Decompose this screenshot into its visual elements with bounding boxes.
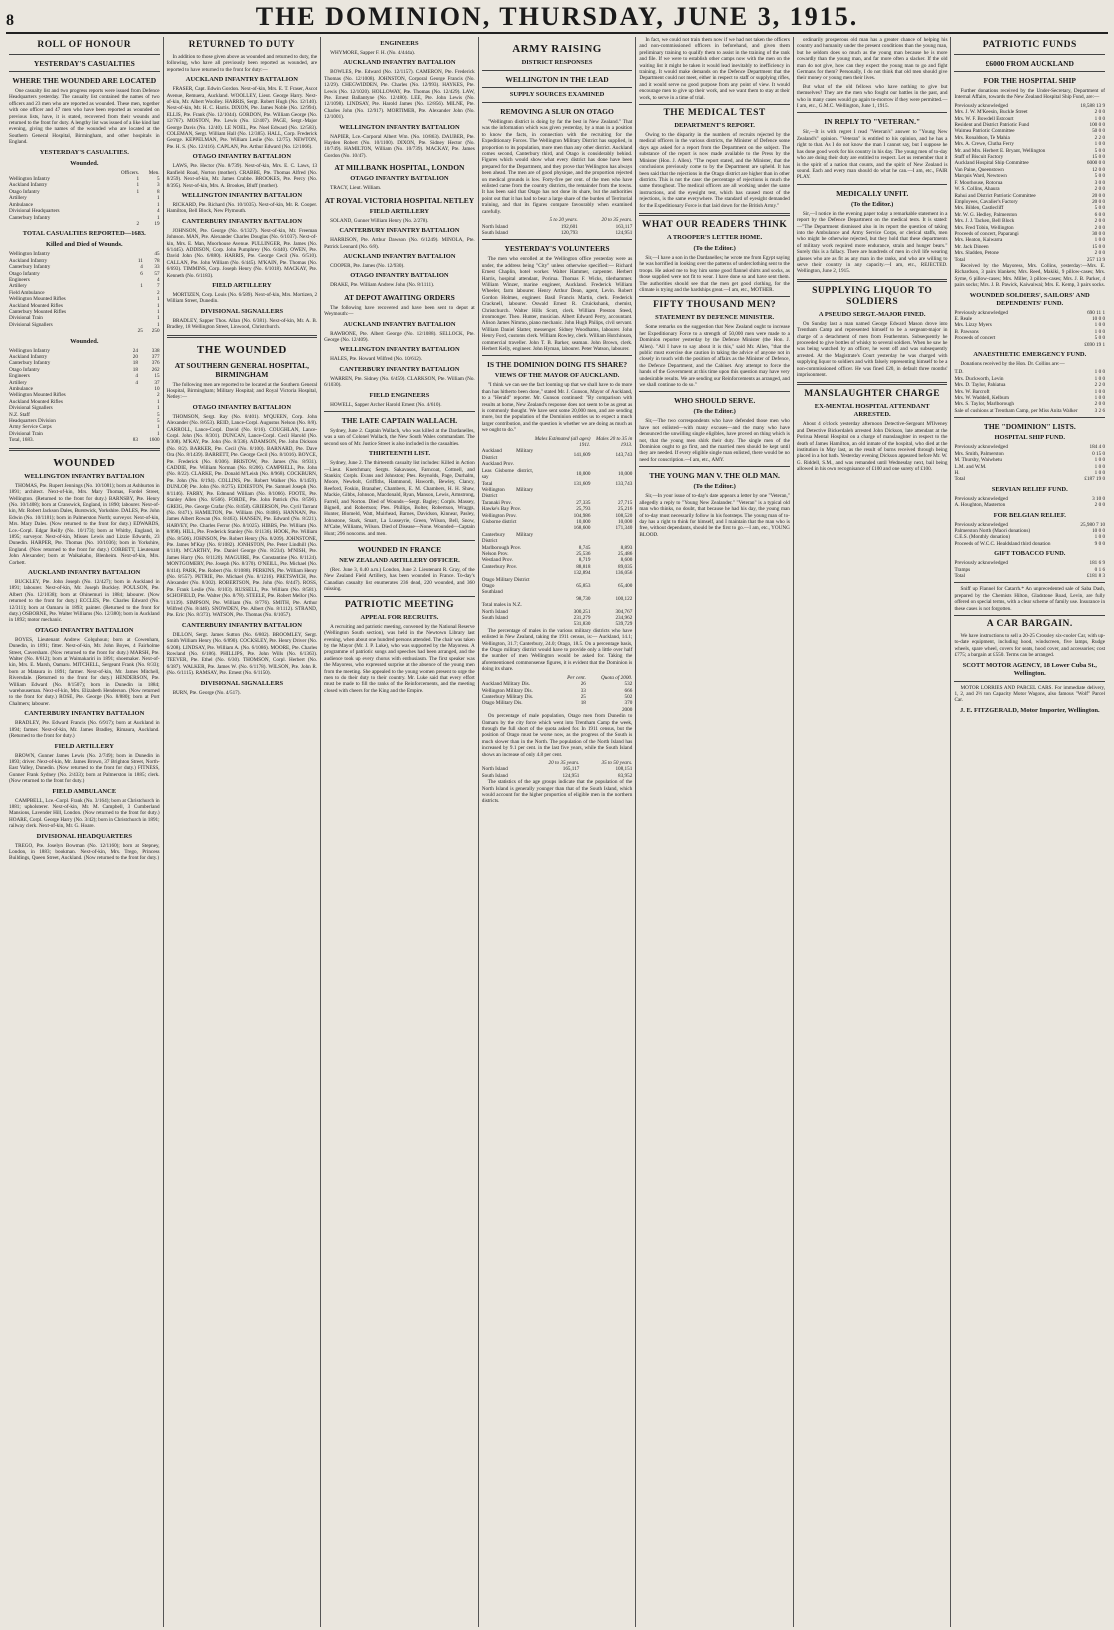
table-row: North Island 300,251 304,767 bbox=[481, 608, 633, 615]
column-3: ENGINEERS WHYMORE, Sapper F. H. (No. 4/444a). AUCKLAND INFANTRY BATTALION BOWLES, Pte. Edward (No. 12/1157). CAMERON, Pte. Frederick Thomas (No. 12/1008). JOHNSTON, Corporal George Francis (No. 12/29). CHEGWIDDEN, Pte. Charles (No. 12/993). HAYKES, Pte. Lewis (No. 12/1020). HOLLOWAY, Pte. Thomas (No. 12/429). LAW, Pte. Ernest Ballantyne (No. 12/480). LEE, Pte. John Lewis (No. 12/1098). LINDSAY, Pte. Harold James (No. 12/856). MILNE, Pte. Charles John (No. 12/917). MORTIMER, Pte. Alexander John (No. 12/1001). WELLINGTON INFANTRY BATTALION NAPIER, Lce.-Corporal Albert Wm. (No. 10/863). DAUBER, Pte. Hayden Robert (No. 10/1100). DIXON, Pte. Sidney Hector (No. 10/749). HAMILTON, William (No. 10/739). MACKAY, Pte. James Gordon (No. 10/47). AT MILLBANK HOSPITAL, LONDON OTAGO INFANTRY BATTALION TRACY, Lieut. William. AT ROYAL VICTORIA HOSPITAL NETLEY FIELD ARTILLERY SOLAND, Gunner William Henry (No. 2/278). CANTERBURY INFANTRY BATTALION HARRISON, Pte. Arthur Dawson (No. 6/1249). MINOLA, Pte. Patrick Leonard (No. 6/8). AUCKLAND INFANTRY BATTALION COOPER, Pte. James (No. 12/930). OTAGO INFANTRY BATTALION DRAKE, Pte. William Andrew John (No. 8/1111). AT DEPOT AWAITING ORDERS The following have recovered and have been sent to depot at Weymouth:— AUCKLAND INFANTRY BATTALION RAWBONE, Pte. Albert George (No. 12/1088). SELLOCK, Pte. George (No. 12/409). WELLINGTON INFANTRY BATTALION HALES, Pte. Howard Wilfred (No. 10/612). CANTERBURY INFANTRY BATTALION WARREN, Pte. Sidney (No. 6/459). CLARKSON, Pte. William (No. 6/1030). FIELD ENGINEERS HOWELL, Sapper Archer Harold Ernest (No. 4/610). THE LATE CAPTAIN WALLACH. Sydney, June 2. Captain Wallach, who was killed at the Dardanelles, was a son of Colonel Wallach, the New South Wales commandant. The second son of Mr. Justice Street is also included in the casualties. THIRTEENTH LIST. Sydney, June 2. The thirteenth casualty list includes: Killed in Action—Lieut. Knetchman; Sergts. Sakavasos, Farncoat, Cottnell, and Stankin; Corpls. Evans and Johnston; Ptes. Reynolds, Page, Durhalm, Moore, Newbolt, Griffiths, Hammond, Haworth, Bewley, Clancy, Reeford, Foskin, Branaher, Chambers, E. M. Chambers, H. H. Shaw, Mackie, Gibbs, Johnson, Macdonald, Ryan, Manson, Lewis, Armstrong, Farrell, and Norton. Died of Wounds—Sergt. Bagley; Corpls. Massey, Bignell, and Robertson; Ptes. Phillips, Bolter, Robertson, Wraggs, Hunter, Blomeld, Watt, Muirhead, Barnes, Davidson, Kinnear, Pasley, Johnstone, Stark, Smart, La Lusseyrie, Green, Wilson, Bell, Snow, M'Cabe, Williams, Wilson. Died of Disease—None. Wounded—Captain Hunt; 296 noncoms. and men. WOUNDED IN FRANCE NEW ZEALAND ARTILLERY OFFICER. (Rec. June 3, 0.40 a.m.) London, June 2. Lieutenant R. Gray, of the New Zealand Field Artillery, has been wounded in France. To-day's Canadian casualty list enumerates 236 dead, 220 wounded, and 360 missing. PATRIOTIC MEETING APPEAL FOR RECRUITS. A recruiting and patriotic meeting, convened by the National Reserve (Wellington South section), was held in the Newtown Library last evening, when about one hundred persons attended. The chair was taken by the Mayor (Mr. J. P. Luke), who was supported by the Mayoress. A programme of patriotic songs and speeches had been arranged, and the audience took up every chorus with enthusiasm. The first speaker was the Mayoress, who expressed surprise at the absence of the young men from the meeting. She appealed to the young women present to urge the men to do their duty to their country. Mr. Luke said that every effort must be made to fill the ranks of the Reinforcements, and the meeting closed with cheers for the King and the Empire. bbox=[321, 37, 479, 1627]
table-row: Total males in N.Z. bbox=[481, 602, 522, 609]
donation-row: E. Reale 10 0 0 bbox=[954, 316, 1106, 322]
table-row: Taranaki Prov. 27,335 27,715 bbox=[481, 499, 633, 506]
hospital-ship-donations: Previously acknowledged 18,588 13 9 Mrs. J. W. M'Keesin, Buckle Street 2 0 0 Mrs. W. F. Bowdell Estcourt 1 0 0 Resident and District Patriotic Fund 100 0 0 Waimea Patriotic Committee 50 0 0 Mrs. Ronaldson, Te Mahia 2 2 0 Mrs. A. Crewe, Clutha Ferry 1 0 0 Mr. and Mrs. Herbert E. Bryant, Wellington 5 0 0 Staff of Biscuit Factory 15 0 0 Auckland Hospital Ship Committee 6000 0 0 Van Paine, Queenstown 12 0 0 Marquis Ward, Newtown 5 0 0 F. Moorhouse, Rotorua 3 0 0 W. S. Collins, Ahaura 2 0 0 Rahui and District Patriotic Committee 20 0 0 Employees, Cavalier's Factory 20 0 0 Mrs. Bilden, Castlecliff 5 0 0 Mr. W. G. Hedley, Palmerston 6 0 0 Mrs. J. J. Tacken, Bell Block 2 0 0 Mrs. Fred Tobin, Wellington 2 0 0 Proceeds of concert, Paparangi 30 0 0 Mrs. Heaton, Kaiwarra 1 0 0 Mr. Jack Dineen 15 0 0 Mrs. Sladden, Petone 2 0 0 Total 257 13 9 bbox=[954, 102, 1106, 263]
casualty-row: Wellington Infantry 1 5 bbox=[9, 176, 160, 183]
field-artillery-list: BROWN, Gunner James Lewis (No. 2/749); born in Dunedin in 1893; driver. Next-of-kin, Mr. James Brown, 37 Brighton Street, North-East Valley, Dunedin. (Now returned to the front for duty.) FITNESS, Gunner Frank Sydney (No. 2/433); born at Palmerston in 1885; clerk. (Now returned to the front for duty.) bbox=[9, 752, 160, 785]
field-ambulance-list: CAMPBELL, Lce.-Corpl. Frank (No. 3/164); born at Christchurch in 1881; upholsterer. Next-of-kin, Mr. M. Campbell, 3 Cumberland Mansions, Lavender Hill, London. (Now returned to the front for duty.) HOARE, Corpl. George Harry (No. 3/42); born in Christchurch in 1891; railway clerk. Next-of-kin, Mr. G. Hoare. bbox=[9, 797, 160, 830]
table-row: Leas Gisborne district, say 10,000 10,000 bbox=[481, 467, 633, 481]
yesterdays-casualties-subheading: YESTERDAY'S CASUALTIES. bbox=[39, 148, 129, 156]
donation-row: Mrs. A. Crewe, Clutha Ferry 1 0 0 bbox=[954, 141, 1106, 148]
casualty-row: Canterbury Infantry 4 33 bbox=[9, 264, 160, 271]
casualty-row: Canterbury Infantry 18 376 bbox=[9, 360, 160, 367]
total-row: Total, 1683. 83 1600 bbox=[9, 437, 160, 444]
donation-row: Previously acknowledged 184 4 0 bbox=[954, 444, 1106, 451]
casualty-row: Otago Infantry 6 57 bbox=[9, 270, 160, 277]
table-row: 531,830 539,729 bbox=[573, 621, 633, 628]
donation-row: Mrs. S. Taylor, Marlborough 2 0 0 bbox=[954, 401, 1106, 408]
casualty-row: Divisional Train 1 bbox=[9, 430, 160, 437]
table-row: Southland bbox=[481, 589, 503, 596]
auckland-infantry-list: BUCKLEY, Pte. John Joseph (No. 12/427); born in Auckland in 1891; labourer. Next-of-kin, Mr. Joseph Buckley. POULSON, Pte. Albert (No. 12/1038); born at Ohinemuri in 1884; labourer. (Now returned to the front for duty.) ECCLES, Pte. Charles Edward (No. 12/311); born at Oamaru in 1893; painter. (Returned to the front for duty.) OSBORNE, Pte. Walter Williams (No. 12/380); born in Auckland in 1892; motor mechanic. bbox=[9, 578, 160, 624]
donation-row: Mrs. W. F. Bowdell Estcourt 1 0 0 bbox=[954, 115, 1106, 122]
table-row: Otago 65,853 65,400 bbox=[481, 583, 633, 589]
table-row: Westland Prov. 8,719 8,600 bbox=[481, 557, 633, 564]
casualty-row: Auckland Infantry 1 3 bbox=[9, 182, 160, 189]
casualty-row: Artillery 1 7 bbox=[9, 283, 160, 290]
casualty-table-3 bbox=[9, 348, 160, 444]
masthead bbox=[6, 2, 1108, 34]
casualty-row: Divisional Signallers 1 bbox=[9, 321, 160, 328]
age-table-1 bbox=[482, 217, 633, 236]
donation-row: Previously acknowledged 25,980 7 10 bbox=[954, 521, 1106, 528]
donation-row: Staff of Biscuit Factory 15 0 0 bbox=[954, 154, 1106, 161]
donation-row: Mrs. D. Taylor, Pahiatua 2 2 0 bbox=[954, 382, 1106, 389]
column-1: ROLL OF HONOUR YESTERDAY'S CASUALTIES WHERE THE WOUNDED ARE LOCATED One casualty list and two progress reports were issued from Defence Headquarters yesterday. The casualty list contained the names of two officers and 23 men who are reported as wounded. These men, together with one officer and 47 men who have been reported as wounded on previous lists, have, it is stated, recovered from their wounds and returned to the front for duty. A lengthy list was issued of a like kind last evening, giving the names of the wounded who are located at the Southern General Hospital, Birmingham, and other hospitals in England. YESTERDAY'S CASUALTIES. Wounded. Officers. Men. Wellington Infantry 1 5 Auckland Infantry 1 3 Otago Infantry 1 8 Artillery 1 Ambulance 1 Divisional Headquarters 4 Canterbury Infantry 1 2 19 TOTAL CASUALTIES REPORTED—1683. Killed and Died of Wounds. Wellington Infantry 45 Auckland Infantry 11 78 Canterbury Infantry 4 33 Otago Infantry 6 57 Engineers 4 Artillery 1 7 Field Ambulance 2 Wellington Mounted Rifles 1 Auckland Mounted Rifles 1 Canterbury Mounted Rifles 1 Divisional Train 1 Divisional Signallers 1 25 250 Wounded. Wellington Infantry 24 338 Auckland Infantry 20 377 Canterbury Infantry 18 376 Otago Infantry 18 262 Engineers 4 15 Artillery 4 37 Ambulance 10 Wellington Mounted Rifles 2 Auckland Mounted Rifles 1 Divisional Signallers 1 N.Z. Staff 5 Headquarters Division 5 Army Service Corps 1 Divisional Train 1 Total, 1683. 83 1600 WOUNDED WELLINGTON INFANTRY BATTALION THOMAS, Pte. Rupert Jennings (No. 10/1081); born at Ashburton in 1891; architect. Next-of-kin, Mrs. Mary Thomas, Fordel Street, Wellington. (Returned to the front for duty.) BARNSBY, Pte. Henry (No. 10/1408); born at Cranswick, England, in 1890; labourer. Next-of-kin, Mr. Robert Jackson Dales, Burstwick, Yorkshire. DALES, Pte. John Edwin (No. 10/1181); born in Palmerston North; surveyor. Next-of-kin, Mrs. Mary Dales. (Now returned to the front for duty.) EDWARDS, Lce.-Corpl. Edgar Reilly (No. 10/173); born at Whitby, England, in 1895; surveyor. Next-of-kin, Misses Lewis and Lizzie Edwards, 23 Dunedin. HARPER, Pte. Thomas (No. 10/1036); born in Yorkshire, England. (Now returned to the front for duty.) CORBETT, Lieutenant John Alexander; born at Waikakaho, Blenheim. Next-of-kin, Mrs. Corbett. AUCKLAND INFANTRY BATTALION BUCKLEY, Pte. John Joseph (No. 12/427); born in Auckland in 1891; labourer. Next-of-kin, Mr. Joseph Buckley. POULSON, Pte. Albert (No. 12/1038); born at Ohinemuri in 1884; labourer. (Now returned to the front for duty.) ECCLES, Pte. Charles Edward (No. 12/311); born at Oamaru in 1893; painter. (Returned to the front for duty.) OSBORNE, Pte. Walter Williams (No. 12/380); born in Auckland in 1892; motor mechanic. OTAGO INFANTRY BATTALION BOYES, Lieutenant Andrew Colquhoun; born at Cowenham, Dunedin, in 1891; fitter. Next-of-kin, Mr. John Boyes, 4 Fairholme Street, Caversham. (Now returned to the front for duty.) MARSH, Pte. Walter (No. 8/612); born at Waimakariri in 1891; shoemaker. Next-of-kin, Mrs. E. Marsh, Oamaru. MITCHELL, Sergeant Frank (No. 8/33); born at Mataura in 1891; farmer. Next-of-kin, Mr. James Mitchell, Riversdale. (Returned to the front for duty.) HENDERSON, Pte. William Edward (No. 8/1507); born in Dunedin in 1884; warehouseman. Next-of-kin, Mrs. Elizabeth Henderson. (Now returned to the front for duty.) ROSE, Pte. George (No. 8/880); born at Port Chalmers; labourer. CANTERBURY INFANTRY BATTALION BRADLEY, Pte. Edward Francis (No. 6/917); born at Auckland in 1894; farmer. Next-of-kin, Mr. James Bradley, Rimaura, Auckland. (Returned to the front for duty.) FIELD ARTILLERY BROWN, Gunner James Lewis (No. 2/749); born in Dunedin in 1893; driver. Next-of-kin, Mr. James Brown, 37 Brighton Street, North-East Valley, Dunedin. (Now returned to the front for duty.) FITNESS, Gunner Frank Sydney (No. 2/433); born at Palmerston in 1885; clerk. (Now returned to the front for duty.) FIELD AMBULANCE CAMPBELL, Lce.-Corpl. Frank (No. 3/164); born at Christchurch in 1881; upholsterer. Next-of-kin, Mr. M. Campbell, 3 Cumberland Mansions, Lavender Hill, London. (Now returned to the front for duty.) HOARE, Corpl. George Harry (No. 3/42); born in Christchurch in 1891; railway clerk. Next-of-kin, Mr. G. Hoare. DIVISIONAL HEADQUARTERS TREGO, Pte. Joselyn Bowman (No. 12/1160); born at Stepney, London, in 1883; bookman. Next-of-kin, Mrs. Trego, Princess Buildings, Queen Street, Auckland. (Now returned to the front for duty.) bbox=[6, 37, 164, 1627]
table-row: North Island 165,117 108,151 bbox=[481, 766, 633, 773]
wellington-infantry-list: THOMAS, Pte. Rupert Jennings (No. 10/1081); born at Ashburton in 1891; architect. Next-of-kin, Mrs. Mary Thomas, Fordel Street, Wellington. (Returned to the front for duty.) BARNSBY, Pte. Henry (No. 10/1408); born at Cranswick, England, in 1890; labourer. Next-of-kin, Mr. Robert Jackson Dales, Burstwick, Yorkshire. DALES, Pte. John Edwin (No. 10/1181); born in Palmerston North; surveyor. Next-of-kin, Mrs. Mary Dales. (Now returned to the front for duty.) EDWARDS, Lce.-Corpl. Edgar Reilly (No. 10/173); born at Whitby, England, in 1895; surveyor. Next-of-kin, Misses Lewis and Lizzie Edwards, 23 Dunedin. HARPER, Pte. Thomas (No. 10/1036); born in Yorkshire, England. (Now returned to the front for duty.) CORBETT, Lieutenant John Alexander; born at Waikakaho, Blenheim. Next-of-kin, Mrs. Corbett. bbox=[9, 482, 160, 566]
casualty-row: Canterbury Mounted Rifles 1 bbox=[9, 308, 160, 315]
casualty-row: Auckland Mounted Rifles 1 bbox=[9, 398, 160, 405]
column-5: In fact, we could not train them now if we had not taken the officers and non-commissioned officers in beforehand, and given them preliminary training to qualify them to assist in the training of the rank and file. If we were to establish other camps now with the men on the waiting list it might be taken it would lead inevitably to inefficiency in training. It would make demands on the Defence Department that the Department could not meet, either in respect to staff or supplying rifles, and it would serve no good purpose from any point of view. It would encourage men to give up their work, and we want them to stay at their work, to serve in a time of trial. THE MEDICAL TEST DEPARTMENT'S REPORT. Owing to the disparity in the numbers of recruits rejected by the medical officers in the various districts, the Minister of Defence some days ago asked for a report from the Department on the subject. The substance of the report is now made available to the Press by the Minister (Hon. J. Allen). "The report stated, and the Minister, that the conclusions previously come to by the Department are upheld. It has been said that the rejections in the Otago district are higher than in other districts. This is not the case: the percentage of rejections is much the same throughout. The medical officers are all working under the same instructions, and the eyesight test, which has caused most of the rejections, is the same everywhere. The standard of eyesight demanded for the Expeditionary Force is that laid down for the British Army." WHAT OUR READERS THINK A TROOPER'S LETTER HOME. (To the Editor.) Sir,—I have a son in the Dardanelles; he wrote me from Egypt saying he was horrified in looking over the patterns of underclothing sent to the troops. He asked me to buy him some good flannel shirts and socks, as those supplied were not fit to wear. I have done so and have sent them. The authorities should see that the men get good clothing, for the climate is trying and the hardships great.—I am, etc., MOTHER. FIFTY THOUSAND MEN? STATEMENT BY DEFENCE MINISTER. Some remarks on the suggestion that New Zealand ought to increase her Expeditionary Force to a strength of 50,000 men were made to a Dominion reporter yesterday by the Defence Minister (the Hon. J. Allen). "All I have to say about it is this," said Mr. Allen, "that the public must exercise due caution in taking the advice of anyone not in closely in touch with the position of affairs as the Minister of Defence, the Defence Department, and the Cabinet. Any attempt to force the hands of the Government at this time upon this question may have very undesirable results. We are sending our Reinforcements as arranged, and we shall continue to do so." WHO SHOULD SERVE. (To the Editor.) Sir,—The two correspondents who have defended those men who have not enlisted—with many excuses—and the many who have denounced the unwilling single eligibles, have proved on thing which is not, that the young men shirk their duty. The single men of the Dominion ought to go first, and the married men should be kept until they are needed. If every eligible single man enlisted, there would be no need for conscription.—I am, etc., AMY. THE YOUNG MAN V. THE OLD MAN. (To the Editor.) Sir,—In your issue of to-day's date appears a letter by one "Veteran," allegedly a reply to "Young New Zealander." "Veteran" is a typical old man who thinks, no doubt, that because he had his day, the young man of to-day must necessarily follow in his footsteps. The young man of to-day has a right to think for himself, and I maintain that the man who is free, without dependants, should be the first to go.—I am, etc., YOUNG BLOOD. bbox=[636, 37, 794, 1627]
army-raising-heading: ARMY RAISING bbox=[512, 43, 602, 55]
donation-row: Mrs. Ronaldson, Te Mahia 2 2 0 bbox=[954, 134, 1106, 141]
table-row: Wellington Military District bbox=[481, 486, 534, 500]
casualty-row: Army Service Corps 1 bbox=[9, 424, 160, 431]
donation-row: Sale of cushions at Trentham Camp, per Miss Anita Walker 3 2 6 bbox=[954, 407, 1106, 414]
casualty-row: Canterbury Infantry 1 bbox=[9, 214, 160, 221]
the-wounded-heading: THE WOUNDED bbox=[196, 343, 287, 356]
table-row: Hawke's Bay Prov. 25,793 25,216 bbox=[481, 506, 633, 513]
table-row: Auckland Military District 141,609 143,743 bbox=[481, 448, 633, 461]
casualty-row: Auckland Infantry 11 78 bbox=[9, 257, 160, 264]
table-row: Otago Military Dis. 18 370 bbox=[481, 700, 633, 707]
page-number: 8 bbox=[6, 12, 14, 29]
casualty-row: Otago Infantry 1 8 bbox=[9, 188, 160, 195]
table-row: Wellington Prov. 104,986 108,520 bbox=[481, 512, 633, 519]
column-2: RETURNED TO DUTY In addition to those given above as wounded and returned to duty, the following, who have all previously been reported as wounded, are reported to have returned to the front for duty:— AUCKLAND INFANTRY BATTALION FRASER, Capt. Edwin Gordon. Next-of-kin, Mrs. E. T. Fraser, Ascot Avenue, Remuera, Auckland. WOOLLEY, Lieut. George Harry. Next-of-kin, Mr. Albert Woolley. HARRIS, Sergt. Robert Hugh (No. 12/140). Next-of-kin, Mr. H. C. Harris. DIXON, Pte. James Noble (No. 12/994). ELLIS, Pte. Frank (No. 12/1044). GORDON, Pte. William George (No. 12/767). MOSTON, Pte. Lewis (No. 12/407). PAGE, Sergt.-Major George Davis (No. 12/40). LE NOEL, Pte. Noel Edward (No. 12/583). COLEMAN, Sergt. William Hall (No. 12/385). HALL, Corp. Frederick George. KEPPELMAN, Pte. William Leslie (No. 12/75). NEWTON, Pte. H. S. (No. 12/416). CAPLAN, Pte. Arthur Edward (No. 12/1066). OTAGO INFANTRY BATTALION LAWS, Pte. Hector (No. 8/739). Next-of-kin, Mrs. E. C. Laws, 13 Ranfield Road, Norton (mother). CRABBE, Pte. Thomas Alfred (No. 8/259). Next-of-kin, Mr. James Crabbe. BROOKES, Pte. Percy (No. 8/395). Next-of-kin, Mrs. A. Brookes, Bluff (mother). WELLINGTON INFANTRY BATTALION RICKARD, Pte. Richard (No. 10/1035). Next-of-kin, Mr. R. Cooper. Hamilton, Bell Block, New Plymouth. CANTERBURY INFANTRY BATTALION JOHNSON, Pte. George (No. 6/1327). Next-of-kin, Mr. Freeman Johnson. MAN, Pte. Alexander Charles Douglas (No. 6/1037). Next-of-kin, Mrs. E. Man, Moorhouse Avenue. PULLINGER, Pte. James (No. 6/1445). ADDISON, Corp. John Pumphrey (No. 6/440). OWEN, Pte. David John (No. 6/880). HARRIS, Pte. George Cecil (No. 6/510). CALLAN, Pte. John William (No. 6/445). M'KAIN, Pte. Thomas (No. 6/693). TIMMINS, Corp. Joseph Henry (No. 6/1018). MACKAY, Pte. Kenneth (No. 6/1183). FIELD ARTILLERY MORTIZEN, Corp. Louis (No. 6/589). Next-of-kin, Mrs. Mortizen, 2 William Street, Dunedin. DIVISIONAL SIGNALLERS BRADLEY, Sapper Thos. Allan (No. 6/381). Next-of-kin, Mr. A. B. Bradley, 18 Wellington Street, Linwood, Christchurch. THE WOUNDED AT SOUTHERN GENERAL HOSPITAL, BIRMINGHAM The following men are reported to be located at the Southern General Hospital, Birmingham; Military Hospital; and Royal Victoria Hospital, Netley:— OTAGO INFANTRY BATTALION THOMSON, Sergt. Ray (No. 8/401). M'QUEEN, Corp. John Alexander (No. 8/653). REID, Lance-Corpl. Augustus Nelson (No. 8/8). CARROLL, Lance-Corpl. David (No. 8/16). COUGHLAN, Lance-Corpl. John (No. 8/301). DUNCAN, Lance-Corpl. Cecil Harold (No. 8/308). M'KAY, Pte. John (No. 8/336). ADAMSON, Pte. John Dickson (No. 8/2). BARKER, Pte. Cecil (No. 8/100). BARNARD, Pte. Dave Ora (No. 8/1439). BARRETT, Pte. George Cecil (No. 8/1016). BOYCE, Pte. Frederick (No. 8/306). BRISTOW, Pte. James (No. 8/931). CADDIE, Pte. William Norman (No. 8/206). CAMPBELL, Pte. John (No. 8/22). CLARKE, Pte. Donald M'Leish (No. 8/968). COCKBURN, Pte. John (No. 8/194). COLLINS, Pte. Robert Walker (No. 8/1459). DUNLOP, Pte. John (No. 8/275). EDIESTON, Pte. Samuel Joseph (No. 8/1146). FARRY, Pte. Edmund William (No. 8/1066). FOOTE, Pte. Stanley Allen (No. 8/566). FORDE, Pte. John Patrick (No. 8/596). GREIG, Pte. George Crafar (No. 8/458). GRIERSON, Pte. Cyril Tarrant (No. 8/471). HAMILTON, Pte. William (No. 8/486). HANNAN, Pte. James Albert Rowan (No. 8/463). HANSEN, Pte. Edward (No. 8/221). HARVEY, Pte. Charles Ferror (No. 8/1025). HIBBS, Pte. William (No. 8/898). HILL, Pte. Frederick Stanley (No. 8/1136). HOOK, Pte. William (No. 8/506). JOHNSON, Pte. Robert Henry (No. 8/209). JOHNSTONE, Pte. James M'Kay (No. 8/1082). JONHSTON, Pte. Peter Lindhill (No. 8/118). M'CARTHY, Pte. Daniel George (No. 8/234). M'NISH, Pte. James Harry (No. 8/1120). MAGUIRE, Pte. Constantine (No. 8/1124). MONTGOMERY, Pte. Joseph (No. 8/370). O'NEILL, Pte. Michael (No. 8/414). PARK, Pte. Robert (No. 8/1088). PERKINS, Pte. William Henry (No. 8/557). PETRIE, Pte. Michael (No. 8/1216). PRETSWICH, Pte. Alexander (No. 8/302). ROBERTSON, Pte. John (No. 8/447). ROSS, Pte. Frank Leslie (No. 8/103). RUSSELL, Pte. William (No. 8/581). SCHOFIELD, Pte. Walter (No. 8/78). STEELE, Pte. Robert Mellor (No. 8/1139). SIMPSON, Pte. William (No. 8/776). SMITH, Pte. Arthur Wilfred (No. 8/446). SNOWDEN, Pte. Albert (No. 8/1112). STRAND, Pte. Eric (No. 8/373). WATSON, Pte. Thomas (No. 8/1057). CANTERBURY INFANTRY BATTALION DILLON, Sergt. James Sutton (No. 6/802). BROOMLEY, Sergt. Smith William Henry (No. 6/890). COCKSLEY, Pte. Henry Driver (No. 6/208). LINDSAY, Pte. William A. (No. 6/1086). MOORE, Pte. Charles Rowland (No. 6/186). PHILLIPS, Pte. John Wills (No. 6/1363). TEEVER, Pte. Ethel (No. 6/30). THOMSON, Corpl. Herbert (No. 6/387). WALKER, Pte. James W. (No. 6/1178). WILSON, Pte. John R. (No. 6/1115). RAMSAY, Pte. Ernest (No. 6/1150). DIVISIONAL SIGNALLERS BURN, Pte. George (No. 4/517). bbox=[164, 37, 322, 1627]
wounded-label: Wounded. bbox=[70, 159, 99, 167]
table-row: Marlborough Prov. 8,745 8,893 bbox=[481, 544, 633, 551]
quota-table bbox=[482, 675, 633, 713]
table-row: Wellington Military Dis. 33 666 bbox=[481, 687, 633, 694]
casualty-row: Ambulance 10 bbox=[9, 386, 160, 393]
roll-of-honour-heading: ROLL OF HONOUR bbox=[37, 40, 132, 50]
casualty-row: Divisional Signallers 1 bbox=[9, 405, 160, 412]
donation-row: Previously acknowledged 3 10 0 bbox=[954, 495, 1106, 502]
donation-row: Mrs. Heaton, Kaiwarra 1 0 0 bbox=[954, 237, 1106, 244]
casualty-row: Field Ambulance 2 bbox=[9, 289, 160, 296]
donation-row: Mrs. Bilden, Castlecliff 5 0 0 bbox=[954, 205, 1106, 212]
donation-row: Mrs. W. Waddell, Kelburn 1 0 0 bbox=[954, 395, 1106, 402]
divisional-hq-list: TREGO, Pte. Joselyn Bowman (No. 12/1160); born at Stepney, London, in 1883; bookman. Next-of-kin, Mrs. Trego, Princess Buildings, Queen Street, Auckland. (Now returned to the front for duty.) bbox=[9, 842, 160, 862]
table-header-row: 5 to 20 years. 20 to 35 years. bbox=[549, 217, 633, 224]
table-row: 98,730 100,122 bbox=[576, 595, 633, 602]
casualty-row: Wellington Mounted Rifles 2 bbox=[9, 392, 160, 399]
donation-row: W. S. Collins, Ahaura 2 0 0 bbox=[954, 186, 1106, 193]
donation-row: Proceeds of concert 5 0 0 bbox=[954, 335, 1106, 342]
donation-row: Mrs. J. J. Tacken, Bell Block 2 0 0 bbox=[954, 218, 1106, 225]
casualties-heading: YESTERDAY'S CASUALTIES bbox=[33, 59, 135, 68]
casualty-row: 2 19 bbox=[136, 220, 160, 227]
donation-row: Tramps 0 1 6 bbox=[954, 566, 1106, 573]
donation-row: C.E.S. (Monthly donation) 1 0 0 bbox=[954, 534, 1106, 541]
casualty-row: Wellington Mounted Rifles 1 bbox=[9, 296, 160, 303]
table-row: Auckland Prov. bbox=[481, 461, 514, 468]
casualty-row: 25 250 bbox=[137, 328, 160, 335]
newspaper-title: THE DOMINION, THURSDAY, JUNE 3, 1915. bbox=[255, 2, 859, 31]
table-row: Auckland Military Dis. 26 532 bbox=[481, 681, 633, 688]
table-row: Gisborne district 10,000 10,000 bbox=[481, 518, 633, 525]
donation-row: Mrs. J. W. M'Keesin, Buckle Street 2 0 0 bbox=[954, 109, 1106, 116]
wounded-label-2: Wounded. bbox=[70, 337, 99, 345]
donation-row: Previously acknowledged 18,588 13 9 bbox=[954, 102, 1106, 109]
donation-row: A. Houghton, Masterton 2 0 0 bbox=[954, 502, 1106, 509]
casualty-row: Headquarters Division 5 bbox=[9, 418, 160, 425]
donation-row: Auckland Hospital Ship Committee 6000 0 0 bbox=[954, 160, 1106, 167]
column-4: ARMY RAISING DISTRICT RESPONSES WELLINGTON IN THE LEAD SUPPLY SOURCES EXAMINED REMOVING A SLUR ON OTAGO "Wellington district is doing by far the best in New Zealand." That was the information which was given yesterday, by a man in a position to know the facts, in connection with the recruiting for the Expeditionary Forces. The Wellington Military District has supplied, in proportion to its population, more men than any other district. Auckland comes second, Canterbury third, and Otago is considerably behind. Figures which would show what every district has done have been prepared for the Department, and they prove that Wellington has always been ahead. The men are of good physique, and the proportion rejected on medical grounds is low. Forty-five per cent. of the men who have enlisted came from the country districts, the remainder from the towns. It has been said that Otago has not done its share, but the authorities point out that it has had to bear a large share of the burden of Territorial training, and that its figures compare favourably when examined carefully. 5 to 20 years. 20 to 35 years. North Island 192,601 163,117 South Island 120,793 124,951 YESTERDAY'S VOLUNTEERS The men who enrolled at the Wellington office yesterday were as under, the address being "City" unless otherwise specified:— Richard Ernest Chaplin, hotel worker. Walter Hammer, carpenter. Herbert Harris, hospital attendant, Porirua. Thomas F. Wicks, tilerhammer. William Winzer, marine engineer, Auckland. Frederick William Wheeler, farm labourer. Henry Arthur Dean, agent, Levin. Robert Gordon Holmes, engineer. Basil Francis Martin, clerk. Frederick Cracknell, labourer. Oswald Ernest R. Cruickshank, chemist, Christchurch. Walter Hills Scott, clerk. William Preston Steed, ironmonger. Theo. Hunter, musician. Albert Edward Perry, accountant. Alison James Nimmo, piano mechanic. John Hugh Philips, civil servant. William Daniel Slatter, messenger. Sidney Woodhams, labourer. John Henry Ford, customs clerk. William Rowley, clerk. William Hutchinson, commercial traveller. John T. B. Barker, seaman. John Brown, clerk. Herbert Kelly, engineer. John Hyman, labourer. Peter Watson, labourer. IS THE DOMINION DOING ITS SHARE? VIEWS OF THE MAYOR OF AUCKLAND. "I think we can see the fact looming up that we shall have to do more than has hitherto been done," stated Mr. J. Gunson, Mayor of Auckland, to a "Herald" reporter. Mr. Gunson continued: "By comparison with results at home, New Zealand's response does not seem to be as great as is commonly thought. We have sent some 20,000 men, and are sending more, but the population of the Dominion entitles us to expect a much larger contribution, and the question is whether we are doing as much as we ought to do." Males Estimated (all ages) 1911. Males 20 to 35 in 1913. Auckland Military District 141,609 143,743 Auckland Prov. Leas Gisborne district, say 10,000 10,000 Total 131,609 133,743 Wellington Military District Taranaki Prov. 27,335 27,715 Hawke's Bay Prov. 25,793 25,216 Wellington Prov. 104,986 108,520 Gisborne district 10,000 10,000 168,600 171,340 Canterbury Military District Marlborough Prov. 8,745 8,893 Nelson Prov. 25,536 25,486 Westland Prov. 8,719 8,600 Canterbury Prov. 88,818 89,035 132,894 136,056 Otago Military District Otago 65,853 65,400 Southland 98,730 100,122 Total males in N.Z. North Island 300,251 304,767 South Island 231,279 234,962 531,830 539,729 The percentage of males in the various military districts who have enlisted in New Zealand, taking the 1911 census, is:— Auckland, 14.1; Wellington, 31.7; Canterbury, 24.0; Otago, 18.5. On a percentage basis, the Otago military district would have to provide only a little over half the number of men Wellington would be asked for. Taking the aforementioned commonsense figures, it is evident that the Dominion is doing its share. Per cent. Quota of 2000. Auckland Military Dis. 26 532 Wellington Military Dis. 33 666 Canterbury Military Dis. 25 502 Otago Military Dis. 18 370 2000 On percentage of male population, Otago men from Dunedin to Oamaru by the city force which went into Trentham Camp the week, through the full short of the quota asked for. In 1911 census, but the position of Otago must be worse now, as the progress of the South is much slower than in the North. The population of the North Island has increased by 9.1 per cent. in the last five years, while the South Island shows an increase of only 4.8 per cent. 20 to 35 years. 35 to 50 years. North Island 165,117 108,151 South Island 124,951 83,952 The statistics of the age groups indicate that the population of the North Island is generally younger than that of the South Island, which would account for the higher proportion of eligible men in the northern districts. bbox=[479, 37, 637, 1627]
table-row: Nelson Prov. 25,536 25,486 bbox=[481, 550, 633, 557]
table-row: 168,600 171,340 bbox=[573, 525, 633, 532]
casualty-row: Engineers 4 15 bbox=[9, 373, 160, 380]
table-row: 2000 bbox=[621, 706, 633, 713]
donation-row: Proceeds of concert, Paparangi 30 0 0 bbox=[954, 230, 1106, 237]
population-table bbox=[482, 436, 633, 628]
wounded-located-heading: WHERE THE WOUNDED ARE LOCATED bbox=[12, 76, 157, 85]
donation-row: Mrs. Fred Tobin, Wellington 2 0 0 bbox=[954, 224, 1106, 231]
donation-row: Marquis Ward, Newtown 5 0 0 bbox=[954, 173, 1106, 180]
donation-row: Proceeds of W.C.C. Healdsland third donation 9 0 0 bbox=[954, 540, 1106, 547]
table-row: Canterbury Military Dis. 25 502 bbox=[481, 693, 633, 700]
total-reported-heading: TOTAL CASUALTIES REPORTED—1683. bbox=[22, 230, 146, 238]
table-row: Otago Military District bbox=[481, 576, 530, 583]
casualty-row: Auckland Infantry 20 377 bbox=[9, 354, 160, 360]
killed-label: Killed and Died of Wounds. bbox=[45, 241, 123, 249]
table-header-row: Males Estimated (all ages) 1911. Males 20 to 35 in 1913. bbox=[534, 435, 633, 449]
casualty-row: Wellington Infantry 45 bbox=[9, 251, 160, 258]
donation-row: B. Pawsons 1 0 0 bbox=[954, 328, 1106, 335]
canterbury-infantry-list: BRADLEY, Pte. Edward Francis (No. 6/917); born at Auckland in 1894; farmer. Next-of-kin, Mr. James Bradley, Rimaura, Auckland. (Returned to the front for duty.) bbox=[9, 720, 160, 740]
returned-to-duty-heading: RETURNED TO DUTY bbox=[188, 40, 296, 50]
donation-row: Mr. W. G. Hedley, Palmerston 6 0 0 bbox=[954, 211, 1106, 218]
donation-row: F. Moorhouse, Rotorua 3 0 0 bbox=[954, 179, 1106, 186]
donation-row: Mrs. Duckworth, Levin 1 0 0 bbox=[954, 375, 1106, 382]
donation-row: Van Paine, Queenstown 12 0 0 bbox=[954, 166, 1106, 173]
casualty-row: Engineers 4 bbox=[9, 276, 160, 283]
table-row: Canterbury Prov. 88,818 89,035 bbox=[481, 563, 633, 570]
casualty-row: Otago Infantry 18 262 bbox=[9, 366, 160, 373]
donation-row: Rahui and District Patriotic Committee 20 0 0 bbox=[954, 192, 1106, 199]
donation-row: Mrs. W. Barcroft 1 0 0 bbox=[954, 388, 1106, 395]
table-row: 132,894 136,056 bbox=[573, 570, 633, 577]
casualty-row: Wellington Infantry 24 338 bbox=[9, 347, 160, 354]
donation-row: Mrs. Sladden, Petone 2 0 0 bbox=[954, 250, 1106, 257]
casualty-row: Auckland Mounted Rifles 1 bbox=[9, 302, 160, 309]
donation-row: Mrs. Smith, Palmerston 0 15 0 bbox=[954, 450, 1106, 457]
casualties-intro: One casualty list and two progress reports were issued from Defence Headquarters yesterday. The casualty list contained the names of two officers and 23 men who are reported as wounded. These men, together with one officer and 47 men who have been reported as wounded on previous lists, have, it is stated, recovered from their wounds and returned to the front for duty. A lengthy list was issued of a like kind last evening, giving the names of the wounded who are located at the Southern General Hospital, Birmingham, and other hospitals in England. bbox=[9, 88, 160, 146]
donation-row: Resident and District Patriotic Fund 100 0 0 bbox=[954, 122, 1106, 129]
table-row: South Island 231,279 234,962 bbox=[481, 615, 633, 622]
table-row: Canterbury Military District bbox=[481, 531, 534, 545]
table-row: Total 131,609 133,743 bbox=[481, 480, 633, 487]
donation-row: H. 1 0 0 bbox=[954, 469, 1106, 476]
casualty-row: Divisional Train 1 bbox=[9, 315, 160, 322]
casualty-row: Artillery 4 37 bbox=[9, 379, 160, 386]
casualty-table-2 bbox=[9, 251, 160, 334]
donation-row: M. Thursby, Waiwhetu 1 0 0 bbox=[954, 457, 1106, 464]
donation-row: Palmerston North (Maori donations) 10 0 0 bbox=[954, 527, 1106, 534]
donation-row: Previously acknowledged 690 11 1 bbox=[954, 309, 1106, 316]
table-row: North Island 192,601 163,117 bbox=[481, 223, 633, 230]
donation-row: Mr. Jack Dineen 15 0 0 bbox=[954, 243, 1106, 250]
donation-row: Mr. and Mrs. Herbert E. Bryant, Wellington 5 0 0 bbox=[954, 147, 1106, 154]
casualty-row: Artillery 1 bbox=[9, 195, 160, 202]
casualty-row: Divisional Headquarters 4 bbox=[9, 208, 160, 215]
donation-row: Employees, Cavalier's Factory 20 0 0 bbox=[954, 198, 1106, 205]
casualty-row: Ambulance 1 bbox=[9, 201, 160, 208]
casualty-row: N.Z. Staff 5 bbox=[9, 411, 160, 418]
table-row: South Island 124,951 83,952 bbox=[481, 772, 633, 779]
columns bbox=[6, 37, 1108, 1627]
donation-row: Waimea Patriotic Committee 50 0 0 bbox=[954, 128, 1106, 135]
table-header-row: Per cent. Quota of 2000. bbox=[567, 674, 633, 681]
age-table-2 bbox=[482, 760, 633, 779]
donation-row: Previously acknowledged 181 6 9 bbox=[954, 560, 1106, 567]
car-bargain-ad: A CAR BARGAIN. bbox=[986, 619, 1073, 629]
table-row: South Island 120,793 124,951 bbox=[481, 229, 633, 236]
donation-row: Mrs. Lizzy Myers 1 0 0 bbox=[954, 322, 1106, 329]
otago-infantry-list: BOYES, Lieutenant Andrew Colquhoun; born at Cowenham, Dunedin, in 1891; fitter. Next-of-kin, Mr. John Boyes, 4 Fairholme Street, Caversham. (Now returned to the front for duty.) MARSH, Pte. Walter (No. 8/612); born at Waimakariri in 1891; shoemaker. Next-of-kin, Mrs. E. Marsh, Oamaru. MITCHELL, Sergeant Frank (No. 8/33); born at Mataura in 1891; farmer. Next-of-kin, Mr. James Mitchell, Riversdale. (Returned to the front for duty.) HENDERSON, Pte. William Edward (No. 8/1507); born in Dunedin in 1884; warehouseman. Next-of-kin, Mrs. Elizabeth Henderson. (Now returned to the front for duty.) ROSE, Pte. George (No. 8/880); born at Port Chalmers; labourer. bbox=[9, 636, 160, 707]
casualty-table-1: Officers. Men. Wellington Infantry 1 5 Auckland Infantry 1 3 Otago Infantry 1 8 Artillery 1 Ambulance 1 Divisional Headquarters 4 Canterbury Infantry 1 2 19 bbox=[9, 169, 160, 227]
donation-row: T.D. 1 0 0 bbox=[954, 369, 1106, 376]
wounded-heading: WOUNDED bbox=[53, 456, 116, 469]
column-6: ordinarily prosperous old man has a greater chance of helping his country and humanity under the present conditions than the young man, but he seldom does so much as the young man because he is more cowardly than the young man, and far more often a slacker. If the old man do not give, how can they expect the young man to go and fight Germans for them? Personally, I do not think that old men should give their money or young men their lives. But what of the old fellows who have nothing to give but themselves? They are the men who fought our battles in the past, and who in many cases would go again to-morrow if they were permitted.—I am, etc., G.M.C. Wellington, June 1, 1915. IN REPLY TO "VETERAN." Sir,—It is with regret I read "Veteran's" answer to "Young New Zealand's" opinion. "Veteran" is entitled to his opinion, and he has a right to that. As I do not know the man I cannot say, but I suppose he has done good work for his country in his day. The young men of to-day who are doing their duty are entitled to respect. Let us remember that it is the spirit of a nation that counts, and the spirit of New Zealand is sound. Each and every man should do what he can.—I am, etc., FAIR PLAY. MEDICALLY UNFIT. (To the Editor.) Sir,—I notice in the evening paper today a remarkable statement in a report by the Defence Department on the medical tests. It is stated:—"The Department dismissed also in its report the question of taking into the Ambulance and Army Service Corps, or clerical staffs, men who might be otherwise rejected, but they hold that these departments of military work required more endurance, strain and hunger bears." Surely this is a fallacy. There are hundreds of men in civil life wearing glasses who are as fit as any man in the ranks, and who are willing to serve their country in any capacity.—I am, etc., REJECTED. Wellington, June 2, 1915. SUPPLYING LIQUOR TO SOLDIERS A PSEUDO SERGT.-MAJOR FINED. On Sunday last a man named George Edward Mason drove into Trentham Camp and represented himself to be a sergeant-major in charge of a detachment of men from Featherston. Subsequently he proceeded to give bottles of whisky to several soldiers. When he saw he was being watched by an officer, he went off and was subsequently arrested. At the Magistrate's Court yesterday he was charged with supplying liquor to soldiers and with falsely representing himself to be a non-commissioned officer. He was fined £20, in default three months' imprisonment. MANSLAUGHTER CHARGE EX-MENTAL HOSPITAL ATTENDANT ARRESTED. About 4 o'clock yesterday afternoon Detective-Sergeant M'Ilveney and Detective Bickerdaleh arrested John Dickson, late attendant at the Porirua Mental Hospital on a charge of manslaughter in respect to the death of James Hamilton, an old inmate of the hospital, who died at the institution in May last, as the result of burns received through being placed in a hot bath. Yesterday evening Dickson appeared before Mr. W. G. Riddell, S.M., and was remanded until Wednesday next, bail being allowed in his own recognisance of £100 and one surety of £100. bbox=[794, 37, 952, 1627]
table-header-row: 20 to 35 years. 35 to 50 years. bbox=[548, 759, 633, 766]
donation-row: L.M. and W.M. 1 0 0 bbox=[954, 463, 1106, 470]
column-7: PATRIOTIC FUNDS £6000 FROM AUCKLAND FOR THE HOSPITAL SHIP Further donations received by the Under-Secretary, Department of Internal Affairs, towards the New Zealand Hospital Ship Fund, are:— Previously acknowledged 18,588 13 9 Mrs. J. W. M'Keesin, Buckle Street 2 0 0 Mrs. W. F. Bowdell Estcourt 1 0 0 Resident and District Patriotic Fund 100 0 0 Waimea Patriotic Committee 50 0 0 Mrs. Ronaldson, Te Mahia 2 2 0 Mrs. A. Crewe, Clutha Ferry 1 0 0 Mr. and Mrs. Herbert E. Bryant, Wellington 5 0 0 Staff of Biscuit Factory 15 0 0 Auckland Hospital Ship Committee 6000 0 0 Van Paine, Queenstown 12 0 0 Marquis Ward, Newtown 5 0 0 F. Moorhouse, Rotorua 3 0 0 W. S. Collins, Ahaura 2 0 0 Rahui and District Patriotic Committee 20 0 0 Employees, Cavalier's Factory 20 0 0 Mrs. Bilden, Castlecliff 5 0 0 Mr. W. G. Hedley, Palmerston 6 0 0 Mrs. J. J. Tacken, Bell Block 2 0 0 Mrs. Fred Tobin, Wellington 2 0 0 Proceeds of concert, Paparangi 30 0 0 Mrs. Heaton, Kaiwarra 1 0 0 Mr. Jack Dineen 15 0 0 Mrs. Sladden, Petone 2 0 0 Total 257 13 9 Received by the Mayoress, Mrs. Collins, yesterday:—Mrs. E. Richardson, 3 pairs blankets; Mrs. Reed, Makiki, 9 pillow-cases; Mrs. Syme, 6 pillow-cases; Mrs. Miller, 3 pillow-cases; Mrs. J. B. Parker, 4 pairs socks; Mrs. J. B. Pawick, Kaiwaiwai; Mrs. E. Kemp, 3 pairs socks. WOUNDED SOLDIERS', SAILORS' AND DEPENDENTS' FUND. Previously acknowledged 690 11 1 E. Reale 10 0 0 Mrs. Lizzy Myers 1 0 0 B. Pawsons 1 0 0 Proceeds of concert 5 0 0 £690 19 1 ANAESTHETIC EMERGENCY FUND. Donations received by the Hon. Dr. Collins are:— T.D. 1 0 0 Mrs. Duckworth, Levin 1 0 0 Mrs. D. Taylor, Pahiatua 2 2 0 Mrs. W. Barcroft 1 0 0 Mrs. W. Waddell, Kelburn 1 0 0 Mrs. S. Taylor, Marlborough 2 0 0 Sale of cushions at Trentham Camp, per Miss Anita Walker 3 2 6 THE "DOMINION" LISTS. HOSPITAL SHIP FUND. Previously acknowledged 184 4 0 Mrs. Smith, Palmerston 0 15 0 M. Thursby, Waiwhetu 1 0 0 L.M. and W.M. 1 0 0 H. 1 0 0 Total £187 19 0 SERVIAN RELIEF FUND. Previously acknowledged 3 10 0 A. Houghton, Masterton 2 0 0 FOR BELGIAN RELIEF. Previously acknowledged 25,980 7 10 Palmerston North (Maori donations) 10 0 0 C.E.S. (Monthly donation) 1 0 0 Proceeds of W.C.C. Healdsland third donation 9 0 0 GIFT TOBACCO FUND. Previously acknowledged 181 6 9 Tramps 0 1 6 Total £181 8 3 Sniff up Flannel for Catarrh.* An unprecedented sale of Saba Dash, prepared by the Chemists Hilton, Gladstone Road, Levin, are fully offered on special terms, with a clear scheme of family use. Insurance in these cases is not forgotten. A CAR BARGAIN. We have instructions to sell a 20-25 Crossley six-cooler Car, with up-to-date equipment, including hood, windscreen, five lamps, Rudge wheels, spare wheel, covers for seats, hood cover, and accessories; cost £775; a bargain at £550. Terms can be arranged. SCOTT MOTOR AGENCY, 18 Lower Cuba St., Wellington. MOTOR LORRIES AND PARCEL CARS. For immediate delivery, 1, 2, and 2½ ton Capacity Motor Wagons, also famous "Wolf" Parcel Car. J. E. FITZGERALD, Motor Importer, Wellington. bbox=[954, 40, 1106, 714]
